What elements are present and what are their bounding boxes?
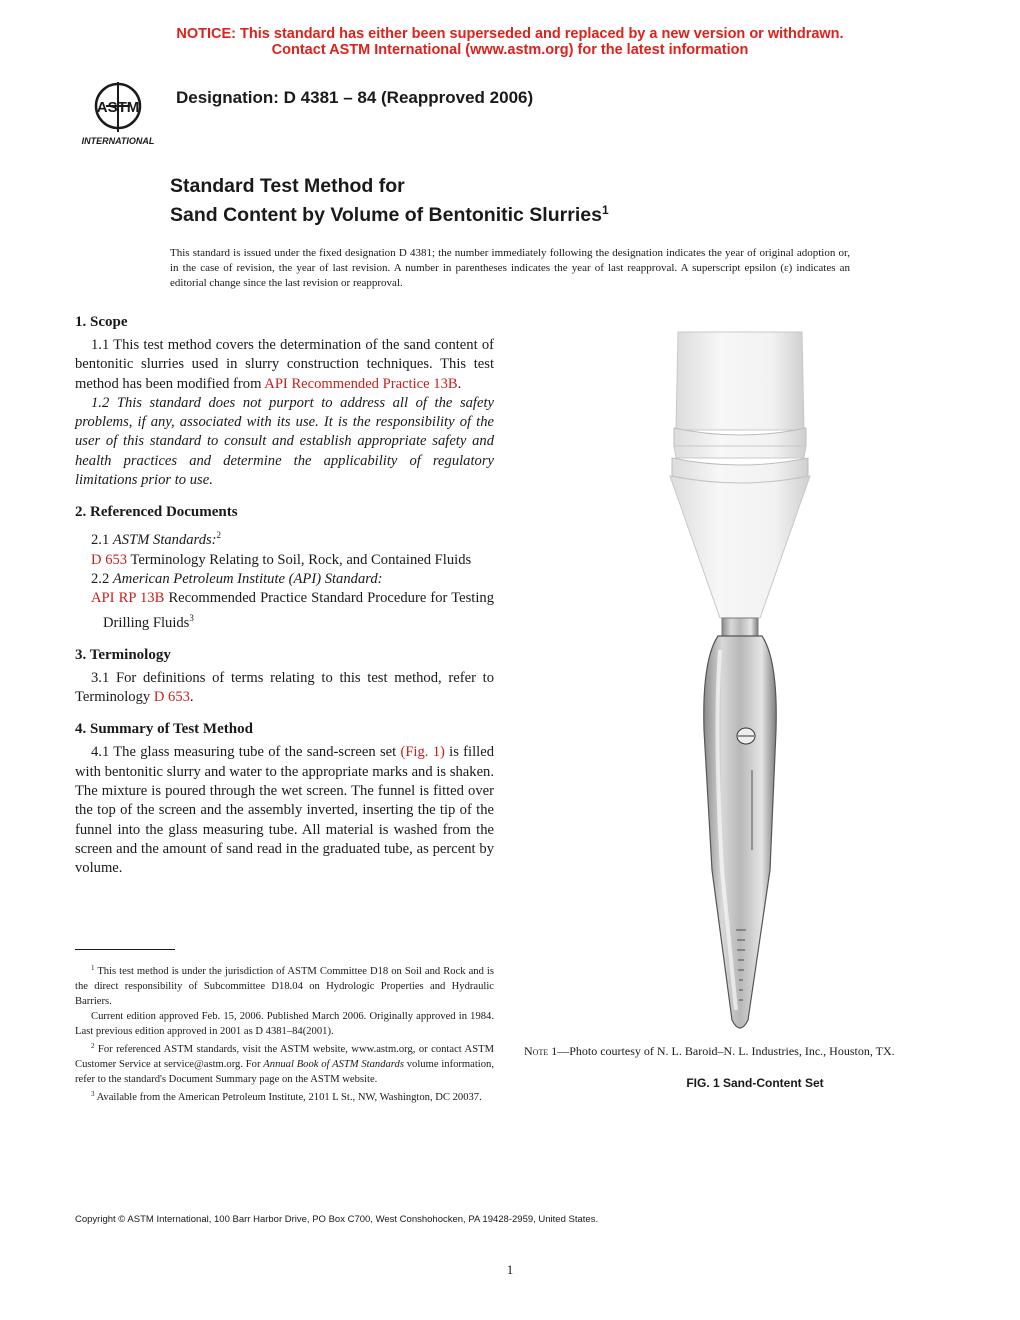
scope-1-1: 1.1 This test method covers the determination of the sand content of bentonitic slurries used in slurry construction techniques. This test method has been modified from API Recommended Practice 13B. (75, 337, 494, 392)
footnote-2: $^2$ For referenced ASTM standards, visit the ASTM website, www.astm.org, or contact ASTM Customer Service at service@astm.org. For Annual Book of ASTM Standards volume information, refer to the standard's Document Summary page on the ASTM website. (75, 1042, 494, 1085)
terminology-d653-link[interactable]: D 653 (153, 689, 190, 706)
scope-1-2: 1.2 This standard does not purport to address all of the safety problems, if any, associated with its use. It is the responsibility of the user of this standard to consult and establish appropriate safety and health practices and determine the applicability of regulatory limitations prior to use. (75, 394, 494, 489)
copyright: Copyright © ASTM International, 100 Barr Harbor Drive, PO Box C700, West Conshohocken, PA 19428-2959, United States. (75, 1214, 599, 1225)
notice-line-1: NOTICE: This standard has either been superseded and replaced by a new version or withdrawn. (176, 26, 844, 42)
scope-heading: 1. Scope (75, 314, 128, 330)
footnote-1-edition: Current edition approved Feb. 15, 2006. Published March 2006. Originally approved in 1984. Last previous edition approved in 2001 as D 4381–84(2001). (75, 1011, 494, 1037)
issued-note: This standard is issued under the fixed designation D 4381; the number immediately following the designation indicates the year of original adoption or, in the case of revision, the year of last revision. A number in parentheses indicates the year of last reapproval. A superscript epsilon (ε) indicates an editorial change since the last revision or reapproval. (170, 247, 850, 289)
sand-content-set-image (660, 330, 820, 1030)
note-text: —Photo courtesy of N. L. Baroid–N. L. Industries, Inc., Houston, TX. (557, 1044, 895, 1058)
summary-4-1: 4.1 The glass measuring tube of the sand-screen set (Fig. 1) is filled with bentonitic slurry and water to the appropriate marks and is shaken. The mixture is poured through the wet screen. The funnel is fitted over the top of the screen and the assembly inverted, inserting the tip of the funnel into the glass measuring tube. All material is washed from the screen and the amount of sand read in the graduated tube, as percent by volume. (75, 744, 494, 877)
notice-line-2: Contact ASTM International (www.astm.org) for the latest information (271, 42, 749, 58)
note-label: Note 1 (524, 1044, 558, 1058)
d653-link[interactable]: D 653 (91, 551, 128, 568)
ref-d653: D 653 Terminology Relating to Soil, Rock, and Contained Fluids (91, 551, 472, 568)
footnote-3: $^3$ Available from the American Petroleum Institute, 2101 L St., NW, Washington, DC 20037. (91, 1090, 482, 1103)
terminology-3-1: 3.1 For definitions of terms relating to this test method, refer to Terminology D 653. (75, 669, 494, 706)
api-rp-13b-link[interactable]: API Recommended Practice 13B (264, 375, 458, 392)
api-rp-13b-ref-link[interactable]: API RP 13B (91, 590, 165, 607)
page-number: 1 (506, 1262, 514, 1277)
logo-subtitle: INTERNATIONAL (81, 136, 155, 146)
terminology-heading: 3. Terminology (75, 646, 171, 663)
fig-1-link[interactable]: (Fig. 1) (400, 744, 445, 761)
withdrawal-notice (0, 26, 1020, 58)
refs-2-2: 2.2 American Petroleum Institute (API) Standard: (91, 570, 383, 587)
title-line-1: Standard Test Method for (170, 175, 405, 197)
footnote-1: $^1$ This test method is under the jurisdiction of ASTM Committee D18 on Soil and Rock and is the direct responsibility of Subcommittee D18.04 on Hydrologic Properties and Hydraulic Barriers. (75, 964, 494, 1007)
figure-note (524, 1042, 943, 1060)
astm-logo-icon (76, 78, 160, 148)
figure-caption: FIG. 1 Sand-Content Set (686, 1076, 824, 1090)
designation: Designation: D 4381 – 84 (Reapproved 2006) (176, 88, 534, 107)
title-line-2: Sand Content by Volume of Bentonitic Slurries (170, 204, 602, 226)
ref-api-rp-13b: API RP 13B Recommended Practice Standard Procedure for Testing Drilling Fluids$^3$ (91, 590, 494, 631)
refs-2-1: 2.1 ASTM Standards:$^2$ (91, 530, 222, 549)
document-title (170, 174, 609, 227)
body-column (75, 312, 494, 879)
summary-heading: 4. Summary of Test Method (75, 721, 253, 738)
footnote-divider (75, 949, 175, 950)
footnotes (75, 961, 494, 1105)
referenced-documents-heading: 2. Referenced Documents (75, 504, 238, 521)
title-footnote-mark: 1 (601, 203, 609, 217)
logo-brand: ASTM (96, 99, 140, 116)
